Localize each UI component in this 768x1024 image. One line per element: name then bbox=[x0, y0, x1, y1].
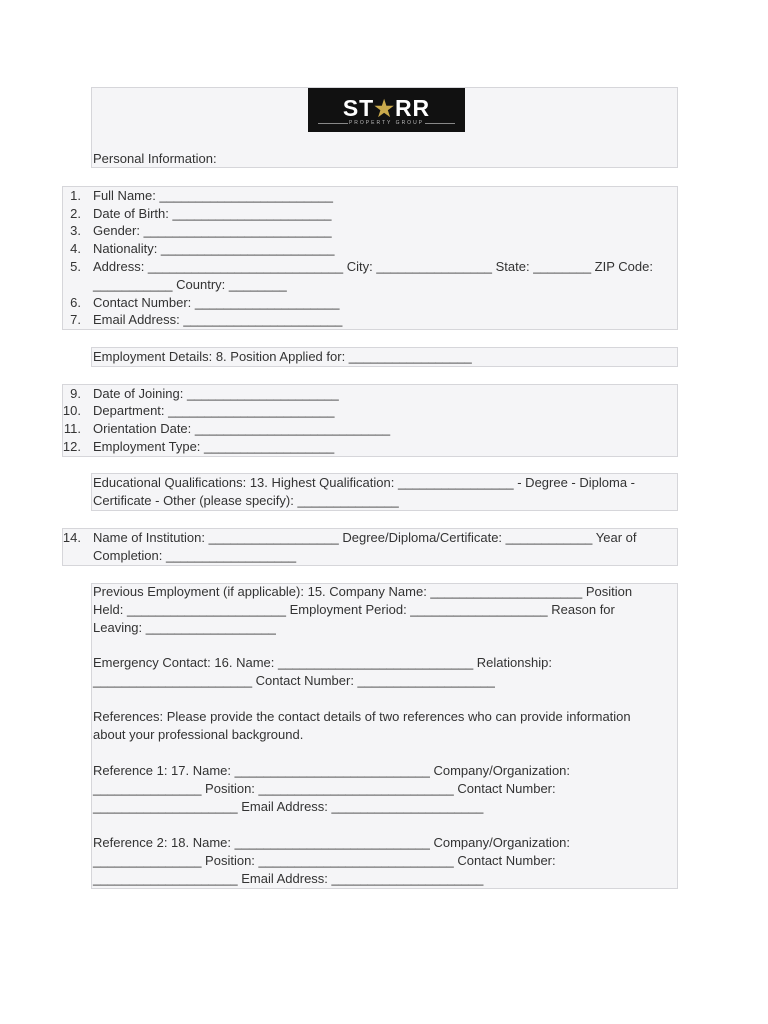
reference-1-line: _______________ Position: ___________________________ Contact Number: bbox=[93, 781, 556, 796]
emergency-contact-line: ______________________ Contact Number: ___________________ bbox=[93, 673, 495, 688]
reference-2-line: _______________ Position: ___________________________ Contact Number: bbox=[93, 853, 556, 868]
employment-type-field: Employment Type: __________________ bbox=[93, 439, 335, 454]
list-number: 1. bbox=[70, 188, 81, 203]
list-number: 6. bbox=[70, 295, 81, 310]
list-number: 4. bbox=[70, 241, 81, 256]
orientation-date-field: Orientation Date: ___________________________ bbox=[93, 421, 391, 436]
department-field: Department: _______________________ bbox=[93, 403, 335, 418]
previous-employment-line: Leaving: __________________ bbox=[93, 620, 276, 635]
reference-1-line: ____________________ Email Address: _____________________ bbox=[93, 799, 484, 814]
address-field-continued: ___________ Country: ________ bbox=[93, 277, 287, 292]
emergency-contact-line: Emergency Contact: 16. Name: ___________________________ Relationship: bbox=[93, 655, 552, 670]
list-number: 11. bbox=[63, 421, 81, 436]
reference-1-line: Reference 1: 17. Name: ___________________________ Company/Organization: bbox=[93, 763, 571, 778]
personal-heading: Personal Information: bbox=[93, 151, 217, 166]
date-of-joining-field: Date of Joining: _____________________ bbox=[93, 386, 339, 401]
reference-2-line: ____________________ Email Address: _____________________ bbox=[93, 871, 484, 886]
logo-wordmark: ST★RR bbox=[342, 95, 431, 121]
nationality-field: Nationality: ________________________ bbox=[93, 241, 335, 256]
list-number: 9. bbox=[70, 386, 81, 401]
email-address-field: Email Address: ______________________ bbox=[93, 312, 343, 327]
list-number: 10. bbox=[62, 403, 81, 418]
list-number: 5. bbox=[70, 259, 81, 274]
reference-2-line: Reference 2: 18. Name: ___________________________ Company/Organization: bbox=[93, 835, 571, 850]
highest-qualification-field: Educational Qualifications: 13. Highest Qualification: ________________ - Degree - Diploma - bbox=[93, 475, 635, 490]
institution-field: Name of Institution: __________________ Degree/Diploma/Certificate: ____________ Year of bbox=[93, 530, 637, 545]
position-applied-field: Employment Details: 8. Position Applied for: _________________ bbox=[93, 349, 472, 364]
gender-field: Gender: __________________________ bbox=[93, 223, 332, 238]
date-of-birth-field: Date of Birth: ______________________ bbox=[93, 206, 332, 221]
list-number: 14. bbox=[62, 530, 81, 545]
star-icon: ★ bbox=[374, 96, 395, 121]
references-intro: References: Please provide the contact details of two references who can provide information bbox=[93, 709, 631, 724]
references-intro: about your professional background. bbox=[93, 727, 304, 742]
list-number: 12. bbox=[62, 439, 81, 454]
starr-logo bbox=[308, 88, 465, 132]
list-number: 7. bbox=[70, 312, 81, 327]
full-name-field: Full Name: ________________________ bbox=[93, 188, 333, 203]
previous-employment-line: Held: ______________________ Employment Period: ___________________ Reason for bbox=[93, 602, 615, 617]
qualification-other-field: Certificate - Other (please specify): ______________ bbox=[93, 493, 399, 508]
address-field: Address: ___________________________ City: ________________ State: ________ ZIP Code: bbox=[93, 259, 653, 274]
list-number: 3. bbox=[70, 223, 81, 238]
previous-employment-line: Previous Employment (if applicable): 15. Company Name: _____________________ Position bbox=[93, 584, 633, 599]
list-number: 2. bbox=[70, 206, 81, 221]
completion-year-field: Completion: __________________ bbox=[93, 548, 297, 563]
contact-number-field: Contact Number: ____________________ bbox=[93, 295, 340, 310]
logo-tagline: PROPERTY GROUP bbox=[348, 120, 425, 126]
